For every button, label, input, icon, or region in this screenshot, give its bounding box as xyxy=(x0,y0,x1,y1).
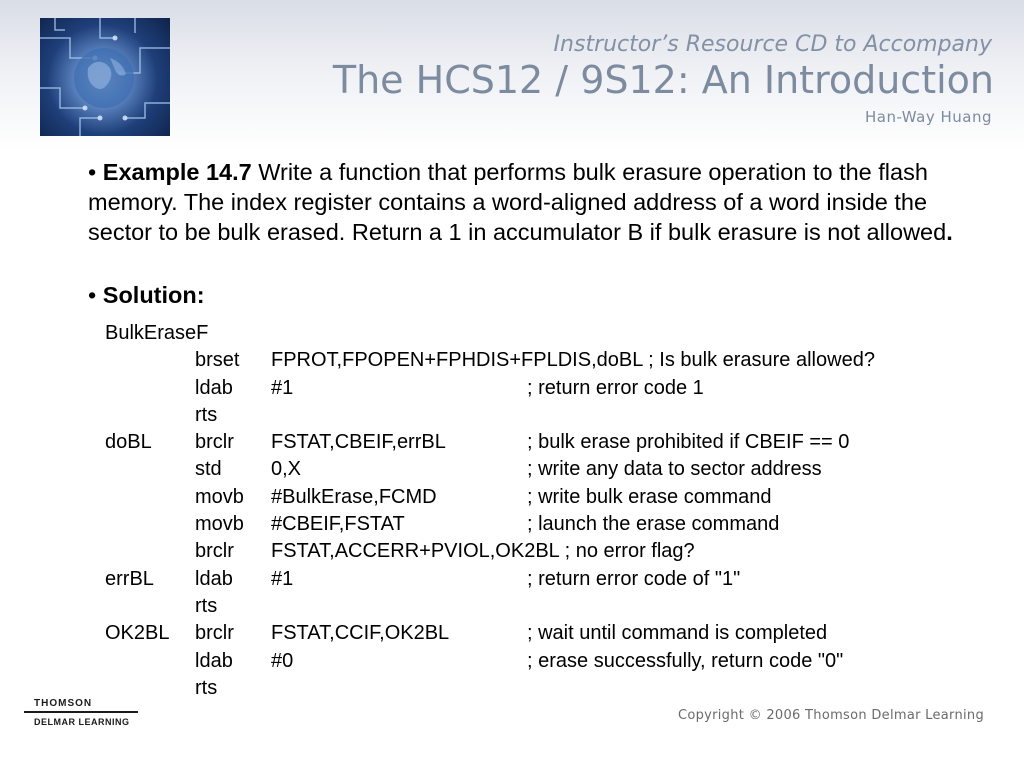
code-comment: ; write bulk erase command xyxy=(527,485,772,508)
code-opcode: std xyxy=(195,458,222,481)
circuit-globe-logo xyxy=(40,18,170,136)
example-period: . xyxy=(946,219,953,245)
code-opcode: rts xyxy=(195,594,218,617)
code-operands: #1 xyxy=(271,567,294,590)
book-title: The HCS12 / 9S12: An Introduction xyxy=(332,58,994,102)
code-comment: ; write any data to sector address xyxy=(527,458,822,481)
code-opcode: ldab xyxy=(195,567,233,590)
example-heading: Example 14.7 xyxy=(102,159,252,185)
copyright-notice: Copyright © 2006 Thomson Delmar Learning xyxy=(677,708,984,723)
code-operands: #BulkErase,FCMD xyxy=(271,485,437,508)
code-opcode: movb xyxy=(195,513,244,536)
code-opcode: brclr xyxy=(195,431,234,454)
solution-paragraph xyxy=(88,280,205,310)
code-operands: 0,X xyxy=(271,458,302,481)
code-operands: #CBEIF,FSTAT xyxy=(271,513,405,536)
code-opcode: movb xyxy=(195,485,244,508)
code-operands: FPROT,FPOPEN+FPHDIS+FPLDIS,doBL ; Is bulk erasure allowed? xyxy=(271,349,875,372)
code-comment: ; bulk erase prohibited if CBEIF == 0 xyxy=(527,431,850,454)
code-opcode: brclr xyxy=(195,622,234,645)
logo-divider xyxy=(24,711,138,713)
circuit-globe-icon xyxy=(40,18,170,136)
code-comment: ; launch the erase command xyxy=(527,513,780,536)
solution-label: Solution: xyxy=(102,282,205,308)
code-operands: FSTAT,ACCERR+PVIOL,OK2BL ; no error flag? xyxy=(271,540,695,563)
resource-cd-subtitle: Instructor’s Resource CD to Accompany xyxy=(553,32,992,57)
code-opcode: brset xyxy=(195,349,240,372)
code-operands: FSTAT,CBEIF,errBL xyxy=(271,431,446,454)
bullet: • xyxy=(88,282,97,308)
code-label: errBL xyxy=(105,567,154,590)
thomson-delmar-logo xyxy=(24,696,138,732)
example-text: Write a function that performs bulk erasure operation to the flash memory. The index register contains a word-aligned address of a word inside the sector to be bulk erased. Return a 1 in accumulator B if bulk erasure is not allowed xyxy=(88,159,947,245)
author-name: Han-Way Huang xyxy=(865,108,992,126)
code-comment: ; wait until command is completed xyxy=(527,622,828,645)
code-opcode: ldab xyxy=(195,376,233,399)
code-comment: ; erase successfully, return code "0" xyxy=(527,649,844,672)
code-operands: #1 xyxy=(271,376,294,399)
code-comment: ; return error code of "1" xyxy=(527,567,741,590)
code-opcode: rts xyxy=(195,676,218,699)
publisher-name: THOMSON xyxy=(34,698,93,709)
code-opcode: ldab xyxy=(195,649,233,672)
publisher-imprint: DELMAR LEARNING xyxy=(34,717,130,727)
code-opcode: brclr xyxy=(195,540,234,563)
code-operands: FSTAT,CCIF,OK2BL xyxy=(271,622,450,645)
code-opcode: rts xyxy=(195,403,218,426)
bullet: • xyxy=(88,159,97,185)
code-operands: #0 xyxy=(271,649,294,672)
code-comment: ; return error code 1 xyxy=(527,376,704,399)
code-label: doBL xyxy=(105,431,152,454)
code-label: BulkEraseF xyxy=(105,322,209,344)
code-label: OK2BL xyxy=(105,622,170,645)
example-paragraph xyxy=(88,157,958,247)
